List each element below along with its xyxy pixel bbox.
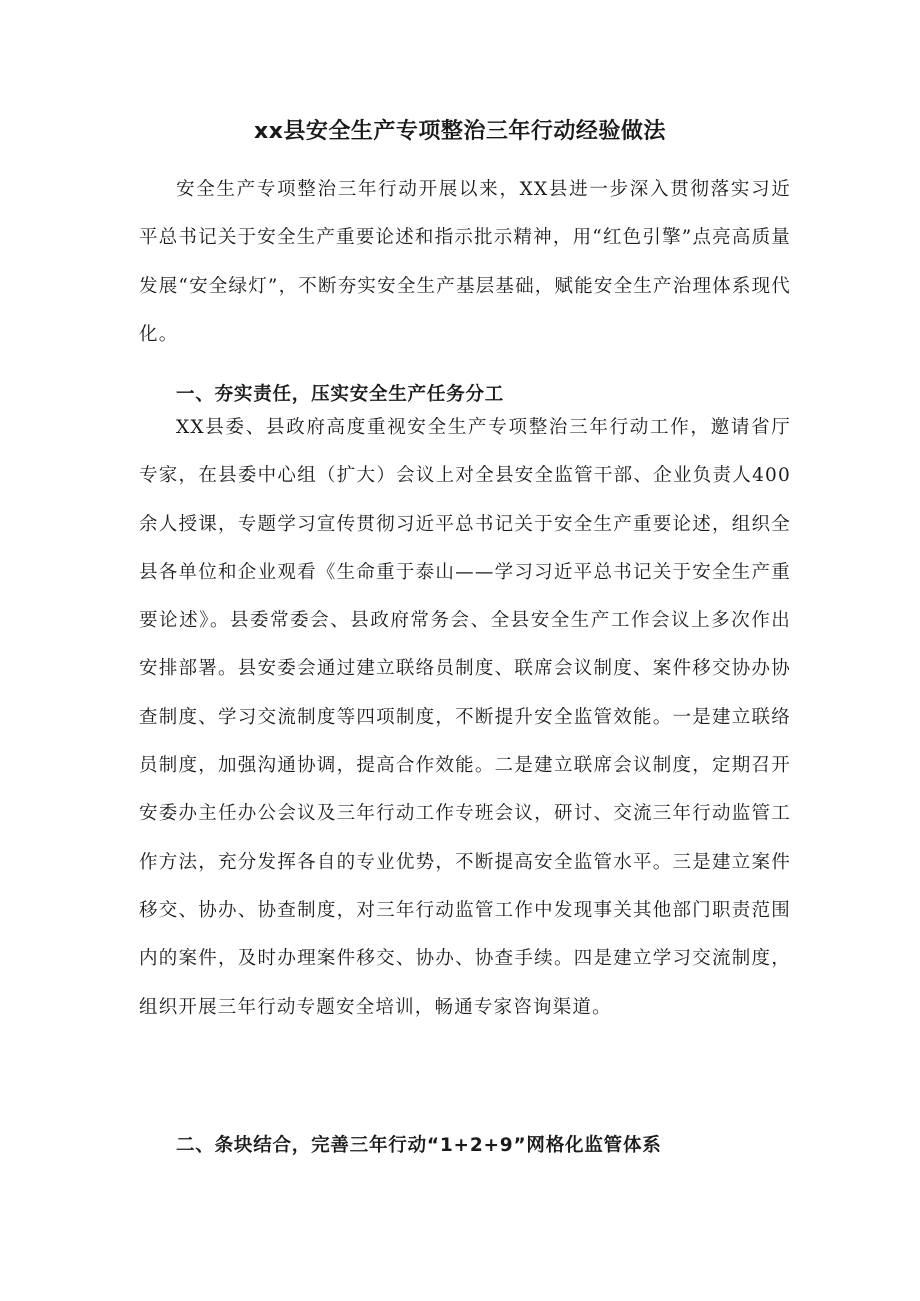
intro-paragraph: 安全生产专项整治三年行动开展以来，XX县进一步深入贯彻落实习近平总书记关于安全生产重要论述和指示批示精神，用“红色引擎”点亮高质量发展“安全绿灯”，不断夯实安全生产基层基础，赋能安全生产治理体系现代化。 — [139, 179, 791, 345]
section-heading-1: 一、夯实责任，压实安全生产任务分工 — [176, 384, 505, 405]
section-body-1: XX县委、县政府高度重视安全生产专项整治三年行动工作，邀请省厅专家，在县委中心组（扩大）会议上对全县安全监管干部、企业负责人400余人授课，专题学习宣传贯彻习近平总书记关于安全生产重要论述，组织全县各单位和企业观看《生命重于泰山——学习习近平总书记关于安全生产重要论述》。县委常委会、县政府常务会、全县安全生产工作会议上多次作出安排部署。县安委会通过建立联络员制度、联席会议制度、案件移交协办协查制度、学习交流制度等四项制度，不断提升安全监管效能。一是建立联络员制度，加强沟通协调，提高合作效能。二是建立联席会议制度，定期召开安委办主任办公会议及三年行动工作专班会议，研讨、交流三年行动监管工作方法，充分发挥各自的专业优势，不断提高安全监管水平。三是建立案件移交、协办、协查制度，对三年行动监管工作中发现事关其他部门职责范围内的案件，及时办理案件移交、协办、协查手续。四是建立学习交流制度，组织开展三年行动专题安全培训，畅通专家咨询渠道。 — [139, 417, 791, 1018]
section-heading-2: 二、条块结合，完善三年行动“1+2+9”网格化监管体系 — [176, 1135, 662, 1156]
document-title: xx县安全生产专项整治三年行动经验做法 — [254, 119, 666, 144]
